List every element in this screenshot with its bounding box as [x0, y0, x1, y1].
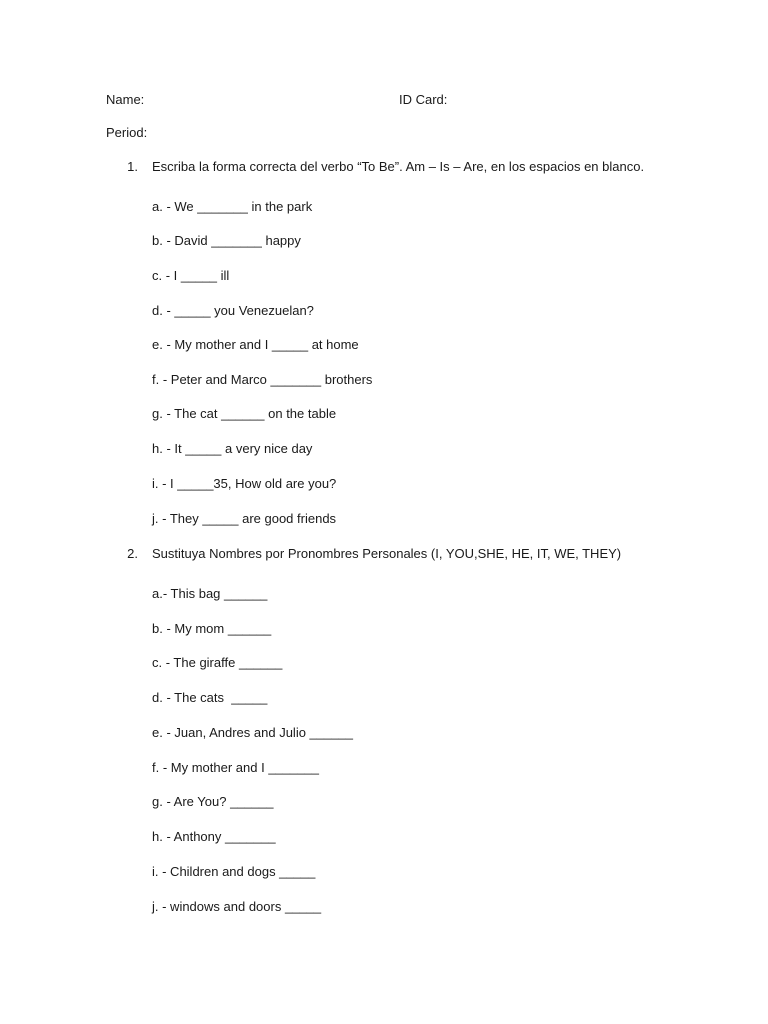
section1-item-c: c. - I _____ ill	[152, 268, 230, 283]
id-card-label: ID Card:	[399, 92, 448, 107]
section2-item-c: c. - The giraffe ______	[152, 655, 283, 670]
section1-item-h: h. - It _____ a very nice day	[152, 441, 313, 456]
section2-item-f: f. - My mother and I _______	[152, 760, 319, 775]
section2-item-i: i. - Children and dogs _____	[152, 864, 316, 879]
section2-item-b: b. - My mom ______	[152, 621, 272, 636]
section1-item-j: j. - They _____ are good friends	[152, 511, 337, 526]
section2-item-h: h. - Anthony _______	[152, 829, 276, 844]
name-label: Name:	[106, 92, 145, 107]
section1-instruction: Escriba la forma correcta del verbo “To Be”. Am – Is – Are, en los espacios en blanco.	[152, 159, 645, 174]
period-label: Period:	[106, 125, 148, 140]
section1-item-i: i. - I _____35, How old are you?	[152, 476, 337, 491]
section1-item-d: d. - _____ you Venezuelan?	[152, 303, 314, 318]
section1-item-a: a. - We _______ in the park	[152, 199, 313, 214]
section1-item-f: f. - Peter and Marco _______ brothers	[152, 372, 373, 387]
section2-item-a: a.- This bag ______	[152, 586, 268, 601]
section1-item-g: g. - The cat ______ on the table	[152, 406, 337, 421]
section2-item-g: g. - Are You? ______	[152, 794, 274, 809]
section2-instruction: Sustituya Nombres por Pronombres Personales (I, YOU,SHE, HE, IT, WE, THEY)	[152, 546, 622, 561]
section2-item-e: e. - Juan, Andres and Julio ______	[152, 725, 353, 740]
section2-item-d: d. - The cats _____	[152, 690, 268, 705]
section1-item-e: e. - My mother and I _____ at home	[152, 337, 359, 352]
section1-number: 1.	[127, 159, 138, 174]
section2-number: 2.	[127, 546, 138, 561]
section2-item-j: j. - windows and doors _____	[152, 899, 322, 914]
section1-item-b: b. - David _______ happy	[152, 233, 301, 248]
